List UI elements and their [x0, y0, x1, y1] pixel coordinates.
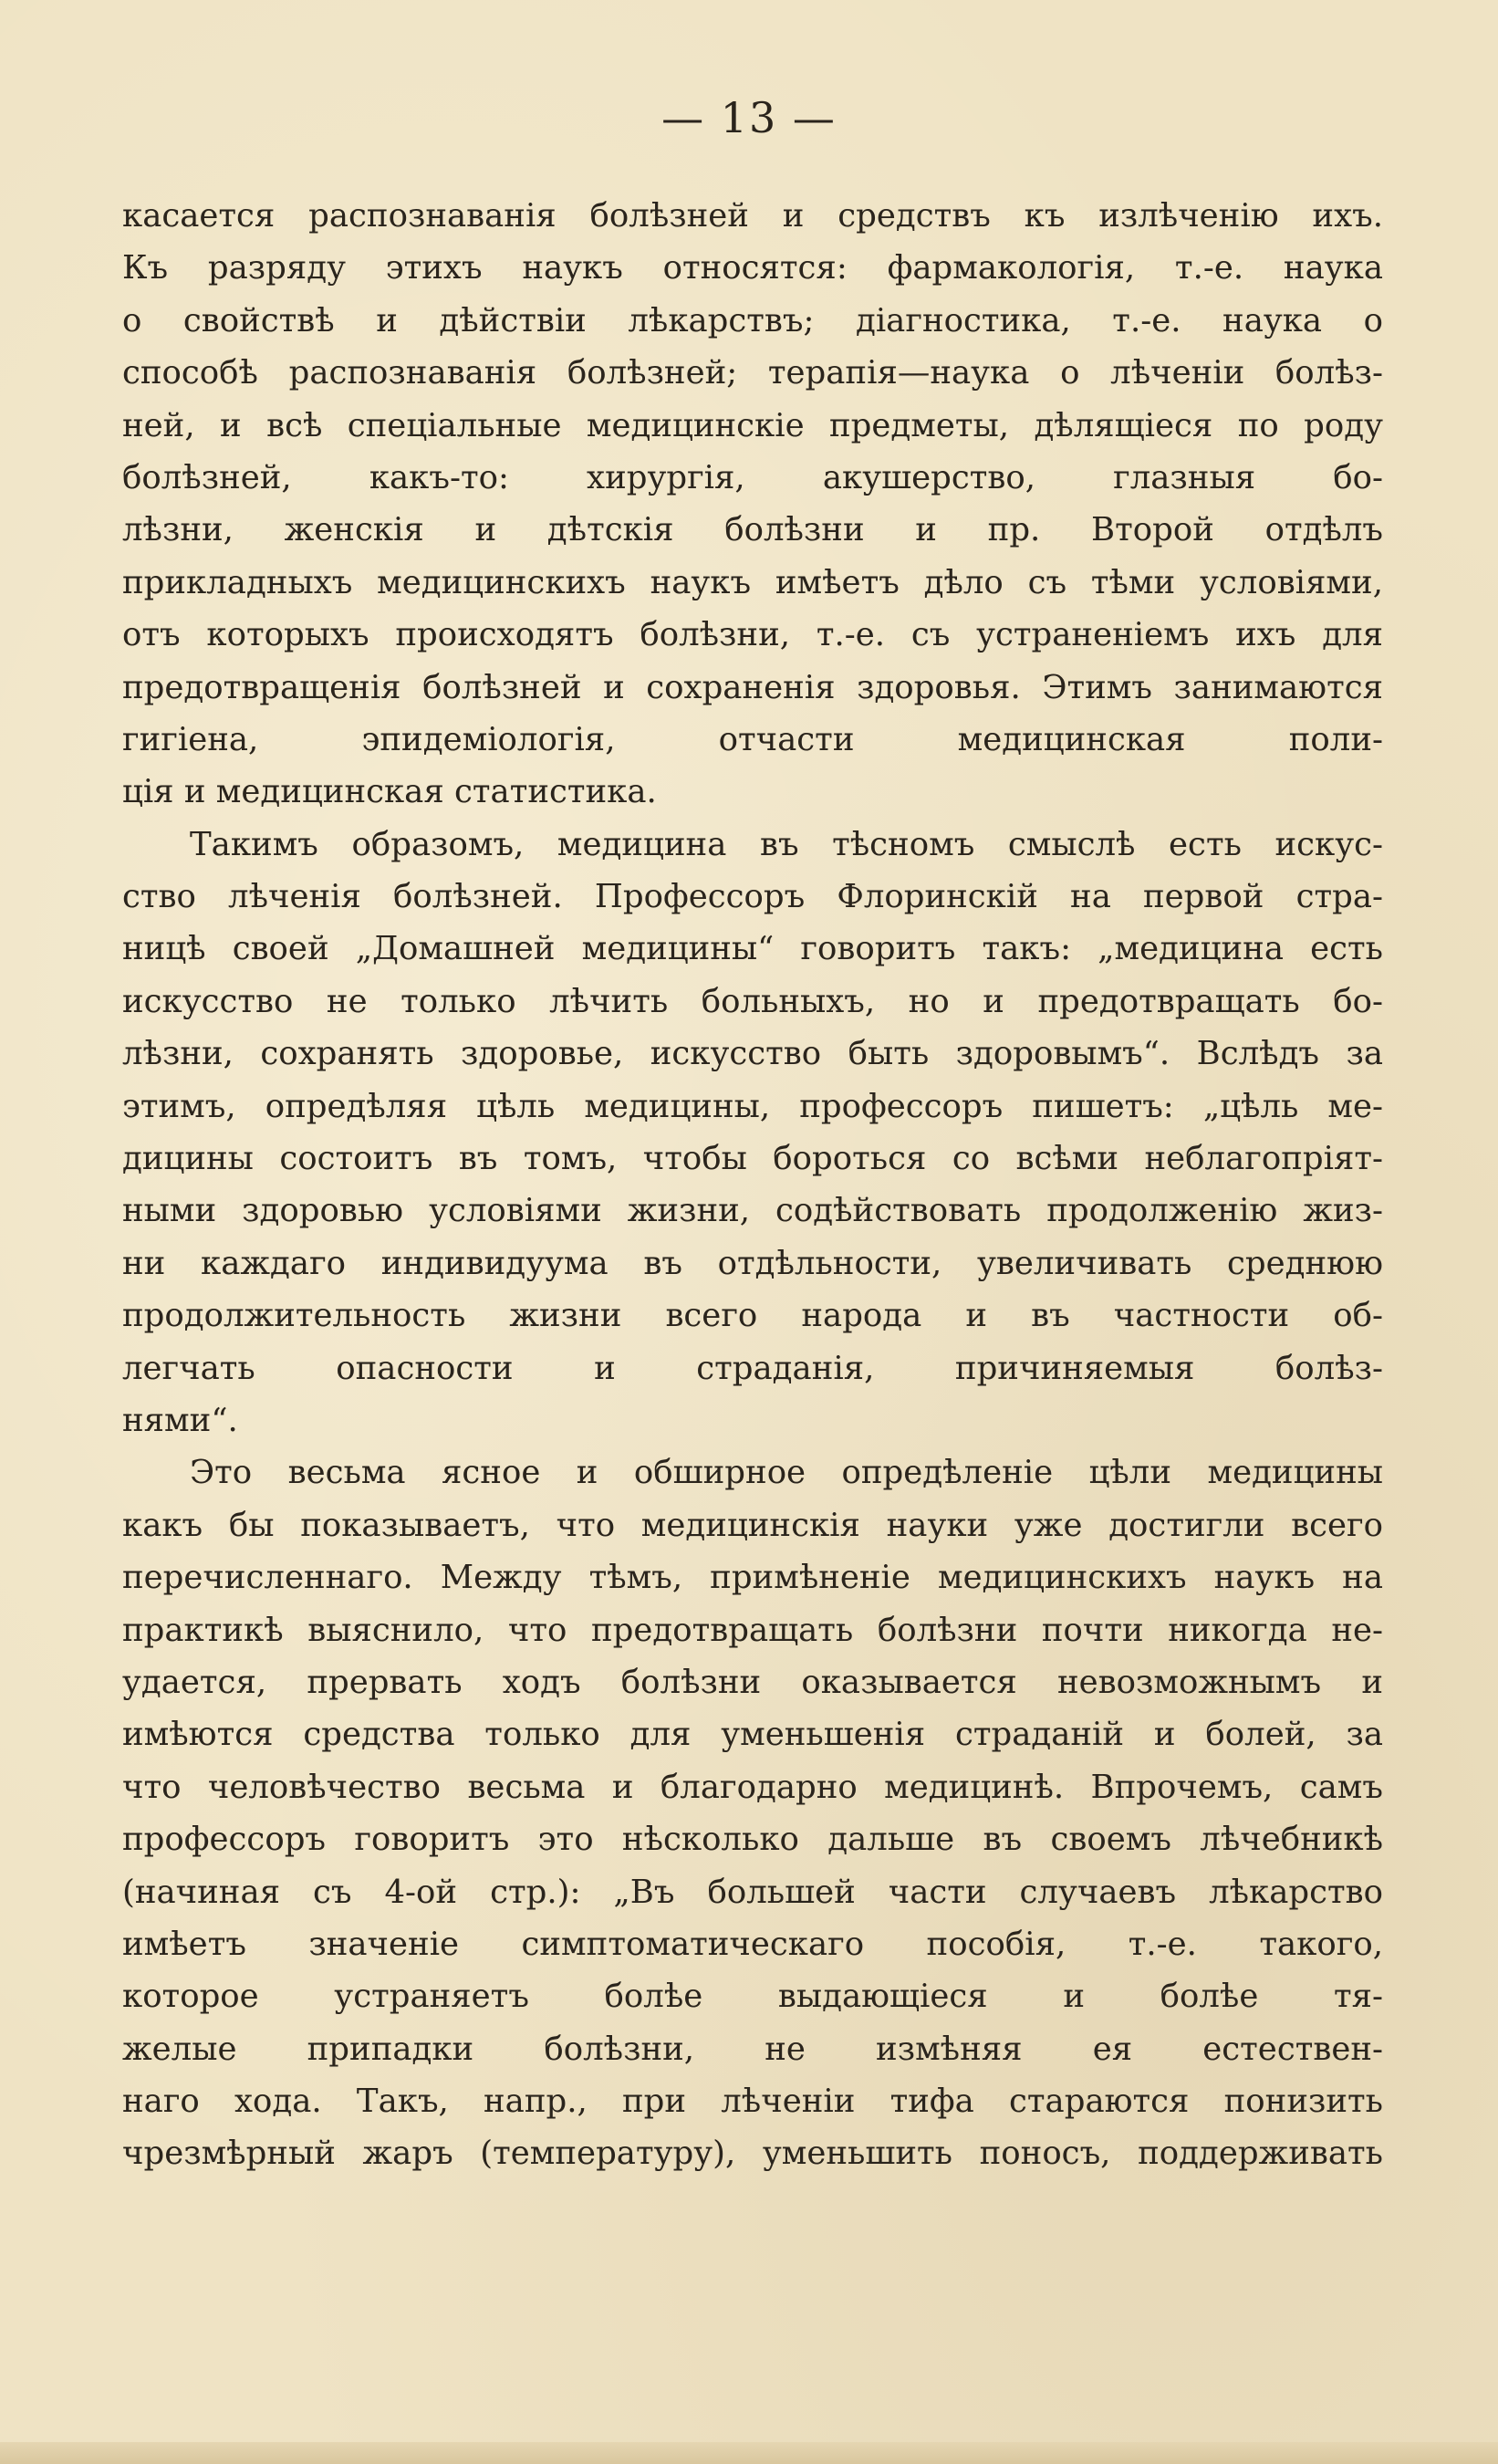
- page-number: — 13 —: [661, 93, 837, 142]
- text-line: Къ разряду этихъ наукъ относятся: фармакологія, т.-е. наука: [122, 249, 1383, 287]
- paragraph-1: [122, 190, 1383, 819]
- text-line: какъ бы показываетъ, что медицинскія науки уже достигли всего: [122, 1506, 1383, 1544]
- text-line: чрезмѣрный жаръ (температуру), уменьшить поносъ, поддерживать: [122, 2135, 1383, 2173]
- text-line: легчать опасности и страданія, причиняемыя болѣз-: [122, 1349, 1383, 1387]
- text-line: имѣются средства только для уменьшенія страданій и болей, за: [122, 1716, 1383, 1754]
- text-line: дицины состоитъ въ томъ, чтобы бороться со всѣми неблагопріят-: [122, 1140, 1383, 1178]
- text-line: предотвращенія болѣзней и сохраненія здоровья. Этимъ занимаются: [122, 668, 1383, 706]
- text-line: отъ которыхъ происходятъ болѣзни, т.-е. съ устраненіемъ ихъ для: [122, 616, 1383, 654]
- page-bottom-edge: [0, 2442, 1498, 2464]
- text-line: ницѣ своей „Домашней медицины“ говоритъ такъ: „медицина есть: [122, 930, 1383, 968]
- text-line: этимъ, опредѣляя цѣль медицины, профессоръ пишетъ: „цѣль ме-: [122, 1087, 1383, 1125]
- text-line: касается распознаванія болѣзней и средствъ къ излѣченію ихъ.: [122, 197, 1383, 235]
- text-line: удается, прервать ходъ болѣзни оказывается невозможнымъ и: [122, 1663, 1383, 1701]
- body-text: [122, 190, 1383, 2180]
- text-line: ство лѣченія болѣзней. Профессоръ Флоринскій на первой стра-: [122, 878, 1383, 916]
- text-line: способѣ распознаванія болѣзней; терапія—наука о лѣченіи болѣз-: [122, 354, 1383, 392]
- text-line: нями“.: [122, 1401, 238, 1439]
- text-line: (начиная съ 4-ой стр.): „Въ большей части случаевъ лѣкарство: [122, 1873, 1383, 1911]
- text-line: ни каждаго индивидуума въ отдѣльности, увеличивать среднюю: [122, 1244, 1383, 1282]
- text-line: ными здоровью условіями жизни, содѣйствовать продолженію жиз-: [122, 1192, 1383, 1230]
- text-line: прикладныхъ медицинскихъ наукъ имѣетъ дѣло съ тѣми условіями,: [122, 563, 1383, 601]
- text-line: которое устраняетъ болѣе выдающіеся и болѣе тя-: [122, 1978, 1383, 2016]
- text-line: Это весьма ясное и обширное опредѣленіе цѣли медицины: [190, 1454, 1383, 1492]
- text-line: профессоръ говоритъ это нѣсколько дальше въ своемъ лѣчебникѣ: [122, 1821, 1383, 1859]
- text-line: лѣзни, сохранять здоровье, искусство быть здоровымъ“. Вслѣдъ за: [122, 1035, 1383, 1073]
- paragraph-3: [122, 1446, 1383, 2179]
- text-line: искусство не только лѣчить больныхъ, но и предотвращать бо-: [122, 982, 1383, 1020]
- paragraph-2: [122, 819, 1383, 1447]
- text-line: гигіена, эпидеміологія, отчасти медицинская поли-: [122, 720, 1383, 758]
- text-line: продолжительность жизни всего народа и въ частности об-: [122, 1297, 1383, 1335]
- text-line: что человѣчество весьма и благодарно медицинѣ. Впрочемъ, самъ: [122, 1768, 1383, 1806]
- text-line: Такимъ образомъ, медицина въ тѣсномъ смыслѣ есть искус-: [190, 825, 1383, 863]
- text-line: болѣзней, какъ-то: хирургія, акушерство, глазныя бо-: [122, 458, 1383, 496]
- text-line: желые припадки болѣзни, не измѣняя ея естествен-: [122, 2030, 1383, 2068]
- text-line: наго хода. Такъ, напр., при лѣченіи тифа стараются понизить: [122, 2083, 1383, 2121]
- text-line: о свойствѣ и дѣйствіи лѣкарствъ; діагностика, т.-е. наука о: [122, 301, 1383, 339]
- text-line: перечисленнаго. Между тѣмъ, примѣненіе медицинскихъ наукъ на: [122, 1559, 1383, 1597]
- text-line: практикѣ выяснило, что предотвращать болѣзни почти никогда не-: [122, 1611, 1383, 1649]
- text-line: ней, и всѣ спеціальные медицинскіе предметы, дѣлящіеся по роду: [122, 406, 1383, 444]
- text-line: ція и медицинская статистика.: [122, 773, 657, 811]
- text-line: имѣетъ значеніе симптоматическаго пособія, т.-е. такого,: [122, 1925, 1383, 1963]
- text-line: лѣзни, женскія и дѣтскія болѣзни и пр. Второй отдѣлъ: [122, 511, 1383, 549]
